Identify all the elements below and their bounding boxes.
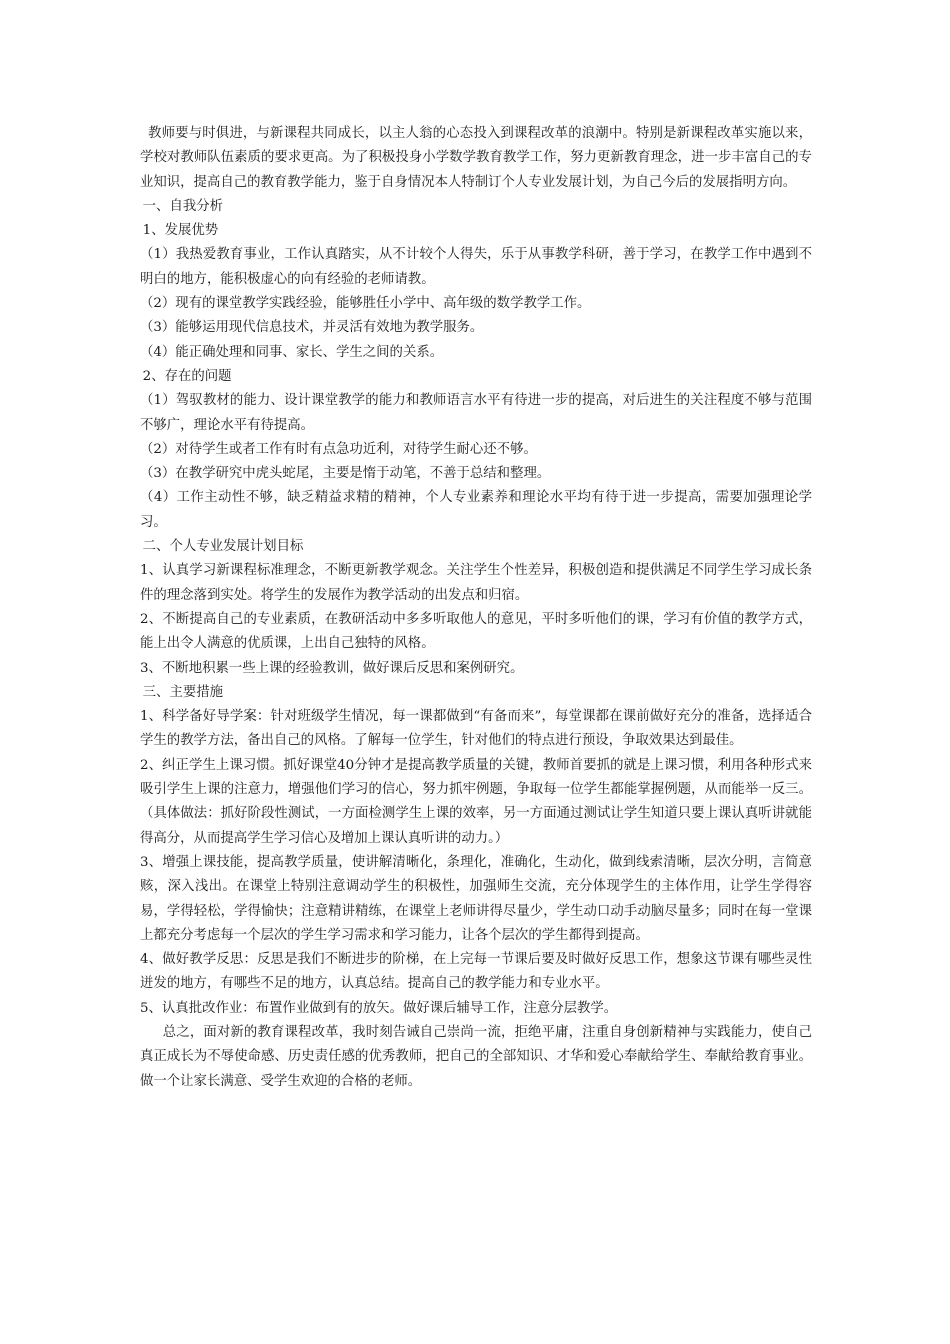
closing-paragraph: 总之，面对新的教育课程改革，我时刻告诫自己崇尚一流，拒绝平庸，注重自身创新精神与实践能力，使自己真正成长为不辱使命感、历史责任感的优秀教师，把自己的全部知识、才华和爱心奉献给学生、奉献给教育事业。做一个让家长满意、受学生欢迎的合格的老师。 [140, 1024, 812, 1089]
problem-item: （4）工作主动性不够，缺乏精益求精的精神，个人专业素养和理论水平均有待于进一步提高，需要加强理论学习。 [140, 490, 812, 530]
advantage-item: （1）我热爱教育事业，工作认真踏实，从不计较个人得失，乐于从事教学科研，善于学习，在教学工作中遇到不明白的地方，能积极虚心的向有经验的老师请教。 [140, 247, 812, 287]
measure-item: 2、纠正学生上课习惯。抓好课堂40分钟才是提高教学质量的关键，教师首要抓的就是上课习惯，利用各种形式来吸引学生上课的注意力，增强他们学习的信心，努力抓牢例题，争取每一位学生都能掌握例题，从而能举一反三。（具体做法：抓好阶段性测试，一方面检测学生上课的效率，另一方面通过测试让学生知道只要上课认真听讲就能得高分，从而提高学生学习信心及增加上课认真听讲的动力。） [140, 757, 812, 846]
measure-item: 4、做好教学反思：反思是我们不断进步的阶梯，在上完每一节课后要及时做好反思工作，想象这节课有哪些灵性迸发的地方，有哪些不足的地方，认真总结。提高自己的教学能力和专业水平。 [140, 952, 812, 992]
measure-item: 5、认真批改作业：布置作业做到有的放矢。做好课后辅导工作，注意分层教学。 [140, 1000, 618, 1016]
section-heading-measures: 三、主要措施 [142, 684, 224, 700]
advantage-item: （2）现有的课堂教学实践经验，能够胜任小学中、高年级的数学教学工作。 [140, 296, 591, 312]
advantage-item: （4）能正确处理和同事、家长、学生之间的关系。 [140, 344, 444, 360]
subheading-problems: 2、存在的问题 [142, 368, 232, 384]
problem-item: （2）对待学生或者工作有时有点急功近利，对待学生耐心还不够。 [140, 441, 537, 457]
problem-item: （3）在教学研究中虎头蛇尾，主要是惰于动笔，不善于总结和整理。 [140, 466, 551, 482]
measure-item: 3、增强上课技能，提高教学质量，使讲解清晰化，条理化，准确化，生动化，做到线索清晰，层次分明，言简意赅，深入浅出。在课堂上特别注意调动学生的积极性，加强师生交流，充分体现学生的主体作用，让学生学得容易，学得轻松，学得愉快；注意精讲精练，在课堂上老师讲得尽量少，学生动口动手动脑尽量多；同时在每一堂课上都充分考虑每一个层次的学生学习需求和学习能力，让各个层次的学生都得到提高。 [140, 854, 812, 943]
measure-item: 1、科学备好导学案：针对班级学生情况，每一课都做到“有备而来”，每堂课都在课前做好充分的准备，选择适合学生的教学方法，备出自己的风格。了解每一位学生，针对他们的特点进行预设，争取效果达到最佳。 [140, 709, 812, 749]
goal-item: 3、不断地积累一些上课的经验教训，做好课后反思和案例研究。 [140, 660, 524, 676]
document-body [140, 122, 812, 1094]
problem-item: （1）驾驭教材的能力、设计课堂教学的能力和教师语言水平有待进一步的提高，对后进生的关注程度不够与范围不够广，理论水平有待提高。 [140, 393, 812, 433]
intro-paragraph: 教师要与时俱进，与新课程共同成长，以主人翁的心态投入到课程改革的浪潮中。特别是新课程改革实施以来，学校对教师队伍素质的要求更高。为了积极投身小学数学教育教学工作，努力更新教育理念，进一步丰富自己的专业知识，提高自己的教育教学能力，鉴于自身情况本人特制订个人专业发展计划，为自己今后的发展指明方向。 [140, 126, 812, 190]
subheading-advantages: 1、发展优势 [142, 223, 219, 239]
goal-item: 1、认真学习新课程标准理念，不断更新教学观念。关注学生个性差异，积极创造和提供满足不同学生学习成长条件的理念落到实处。将学生的发展作为教学活动的出发点和归宿。 [140, 563, 812, 603]
section-heading-goals: 二、个人专业发展计划目标 [142, 539, 304, 555]
section-heading-self-analysis: 一、自我分析 [142, 198, 224, 214]
advantage-item: （3）能够运用现代信息技术，并灵活有效地为教学服务。 [140, 320, 484, 336]
goal-item: 2、不断提高自己的专业素质，在教研活动中多多听取他人的意见，平时多听他们的课，学习有价值的教学方式，能上出令人满意的优质课，上出自己独特的风格。 [140, 611, 812, 652]
